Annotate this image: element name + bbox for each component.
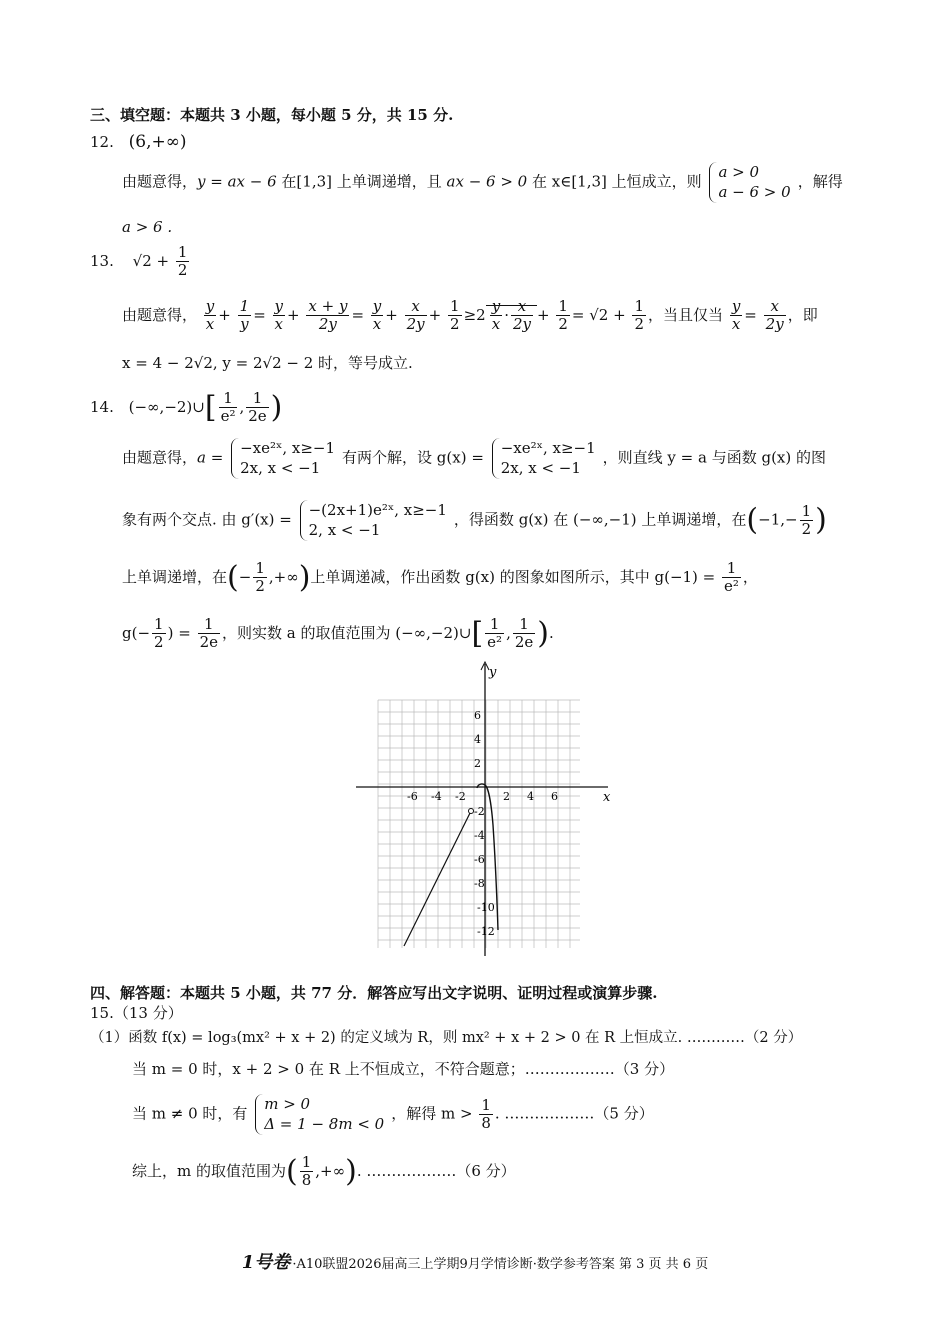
denominator: x (372, 315, 382, 334)
denominator: 2y (318, 315, 337, 334)
denominator: x (731, 315, 741, 334)
x-tick-label: 4 (527, 790, 534, 803)
denominator: 2y (512, 315, 531, 334)
denominator: 2y (765, 315, 784, 334)
denominator: x (491, 315, 501, 334)
fraction (253, 560, 267, 596)
numerator: 1 (485, 616, 504, 634)
q14-text: ，得函数 g(x) 在 (−∞,−1) 上单调递增，在 (453, 510, 747, 529)
numerator: x + y (308, 297, 348, 315)
q13-text: ，即 (787, 305, 818, 324)
denominator: 2 (154, 633, 164, 652)
numerator: y (491, 297, 501, 315)
numerator: 1 (198, 616, 220, 634)
q13-equality-condition: x = 4 − 2√2, y = 2√2 − 2 时，等号成立. (122, 354, 413, 372)
fraction (511, 298, 533, 334)
q14-line-1 (122, 438, 826, 479)
denominator: 8 (481, 1113, 491, 1132)
q15-text: . ………………（6 分） (356, 1161, 516, 1180)
numerator: y (274, 297, 284, 315)
section-4-heading: 四、解答题：本题共 5 小题，共 77 分．解答应写出文字说明、证明过程或演算步骤. (90, 984, 658, 1002)
fraction (632, 298, 646, 334)
operator: = (744, 305, 757, 324)
q14-line-4 (122, 616, 554, 652)
numerator: 1 (239, 297, 250, 315)
operator: · (504, 305, 509, 324)
fraction (198, 616, 220, 652)
numerator: x (511, 298, 533, 316)
q14-text: ，则直线 y = a 与函数 g(x) 的图 (602, 448, 827, 467)
q14-text: ,+∞ (268, 567, 299, 586)
q15-text: 当 m ≠ 0 时，有 (132, 1104, 248, 1123)
y-tick-label: -6 (474, 853, 485, 866)
case: Δ = 1 − 8m < 0 (264, 1115, 385, 1134)
sqrt-radical (486, 297, 537, 334)
bracket: [ (204, 389, 217, 425)
q14-derivative (300, 500, 451, 541)
denominator: e² (487, 633, 503, 652)
operator: + (537, 305, 550, 324)
q13-answer-fraction (176, 244, 190, 280)
bracket: ( (227, 559, 239, 595)
q12-cond-2: a − 6 > 0 (718, 183, 791, 202)
brand-logo: 1号卷 (241, 1252, 291, 1273)
fraction (764, 298, 786, 334)
case: m > 0 (264, 1095, 311, 1113)
y-tick-label: 6 (474, 709, 481, 722)
fraction (246, 390, 268, 426)
function-graph (350, 660, 620, 960)
operator: + (287, 305, 300, 324)
operator: , (506, 623, 511, 642)
q14-piecewise-a (231, 438, 339, 479)
bracket: ( (746, 502, 759, 538)
denominator: 2 (177, 261, 188, 280)
numerator: y (205, 297, 215, 315)
denominator: e² (724, 577, 739, 596)
fraction (405, 298, 427, 334)
bracket: ) (815, 502, 827, 538)
numerator: y (372, 297, 382, 315)
numerator: 1 (481, 1095, 491, 1114)
y-tick-label: -8 (474, 877, 485, 890)
case: −(2x+1)e²ˣ, x≥−1 (308, 501, 447, 519)
x-axis-label: x (603, 790, 611, 805)
numerator: 1 (450, 297, 460, 315)
q14-answer-interval: (−∞,−2)∪ (128, 397, 205, 416)
y-tick-label: -10 (477, 901, 495, 914)
bracket: ) (537, 615, 549, 651)
denominator: x (274, 315, 284, 334)
x-tick-label: 2 (503, 790, 510, 803)
q14-text: 上单调递增，在 (122, 567, 228, 586)
q14-formula: a = (197, 448, 224, 467)
q12-result: a > 6 . (122, 218, 173, 236)
numerator: 1 (219, 390, 238, 408)
bracket: ) (270, 389, 283, 425)
fraction (479, 1097, 493, 1133)
q12-answer: (6,+∞) (128, 132, 187, 152)
q15-part1-line2: 当 m = 0 时，x + 2 > 0 在 R 上不恒成立，不符合题意；………………（3 分） (132, 1060, 675, 1078)
q13-text: 由题意得， (122, 305, 198, 324)
fraction (152, 616, 166, 652)
case: 2x, x < −1 (240, 459, 321, 478)
operator: ≥2 (463, 305, 486, 324)
fraction (273, 298, 285, 334)
denominator: 2e (248, 407, 267, 426)
q14-text: 上单调递减，作出函数 g(x) 的图象如图所示，其中 g(−1) = (310, 567, 716, 586)
denominator: e² (220, 407, 236, 426)
graph-open-point (469, 809, 474, 814)
numerator: 1 (255, 559, 265, 577)
fraction (238, 298, 252, 334)
bracket: ( (286, 1153, 298, 1189)
numerator: 1 (634, 297, 645, 315)
q14-line-3: 上单调递增，在(− $\frac{1}{2}$ ,+∞)上单调递减，作出函数 g(x) 的图象如图所示，其中 g(−1) = $\frac{1}{\text{e²}}$ ， (122, 559, 758, 596)
denominator: 8 (301, 1171, 312, 1190)
denominator: 2e (199, 633, 218, 652)
q15-text: ,+∞ (315, 1161, 346, 1180)
denominator: 2 (255, 577, 265, 596)
denominator: x (205, 315, 215, 334)
q14-text: −1,− (758, 510, 798, 529)
q14-text: ) = (167, 623, 191, 642)
operator: = √2 + (571, 305, 626, 324)
q14-line-2 (122, 500, 827, 541)
q15-part1-line3 (132, 1094, 654, 1135)
operator: + (428, 305, 442, 324)
y-tick-label: -2 (474, 805, 485, 818)
numerator: x (405, 298, 427, 316)
q13-text: ，当且仅当 (648, 305, 724, 324)
fraction (306, 298, 349, 334)
q15-text: 综上，m 的取值范围为 (132, 1161, 286, 1180)
q12-sol-formula: y = ax − 6 (197, 172, 277, 191)
fraction (556, 298, 570, 334)
fraction (371, 298, 383, 334)
fraction (485, 616, 504, 652)
numerator: 1 (558, 297, 568, 315)
q12-sol-formula: ax − 6 > 0 (446, 172, 528, 191)
operator: = (351, 305, 365, 324)
q12-answer-line (90, 132, 187, 152)
q15-part1-line1: （1）函数 f(x) = log₃(mx² + x + 2) 的定义域为 R，则 mx² + x + 2 > 0 在 R 上恒成立. …………（2 分） (90, 1030, 803, 1046)
y-tick-label: 4 (474, 733, 481, 746)
q12-sol-text: 在[1,3] 上单调递增，且 (276, 172, 447, 191)
case: 2, x < −1 (308, 521, 381, 540)
bracket: ) (345, 1153, 357, 1189)
q12-number: 12. (90, 133, 114, 151)
page-footer (0, 1248, 950, 1274)
q14-text: 象有两个交点. 由 g′(x) = (122, 510, 292, 529)
fraction (448, 298, 462, 334)
fraction (219, 390, 238, 426)
y-tick-label: 2 (474, 757, 481, 770)
bracket: [ (471, 615, 484, 651)
operator: , (239, 397, 245, 416)
q15-part1-line4 (132, 1154, 516, 1190)
q15-header: 15.（13 分） (90, 1004, 183, 1022)
q13-number: 13. (90, 251, 114, 270)
numerator: 1 (177, 243, 188, 261)
q14-text: 有两个解，设 g(x) = (342, 448, 484, 467)
q14-text: − (238, 567, 252, 586)
denominator: 2e (514, 633, 534, 652)
denominator: 2 (558, 315, 568, 334)
footer-text: ·A10联盟2026届高三上学期9月学情诊断·数学参考答案 第 3 页 共 6 页 (292, 1257, 709, 1272)
q12-condition-system (709, 162, 794, 203)
operator: + (385, 305, 398, 324)
numerator: y (731, 297, 741, 315)
q14-text: . (548, 623, 554, 642)
denominator: 2 (801, 519, 812, 538)
y-axis-label: y (489, 665, 497, 680)
x-tick-label: 6 (551, 790, 558, 803)
q12-sol-text: 在 x∈[1,3] 上恒成立，则 (527, 172, 702, 191)
x-tick-label: -6 (407, 790, 418, 803)
numerator: 1 (801, 501, 812, 520)
numerator: 1 (154, 615, 164, 633)
fraction (490, 298, 502, 334)
q14-number: 14. (90, 397, 114, 416)
bracket: ) (298, 559, 311, 595)
fraction (730, 298, 742, 334)
denominator: 2y (406, 315, 425, 334)
case: −xe²ˣ, x≥−1 (500, 439, 596, 457)
numerator: 1 (301, 1153, 312, 1171)
numerator: 1 (246, 390, 268, 408)
q14-text: g(− (122, 623, 151, 642)
case: 2x, x < −1 (500, 459, 581, 478)
q13-solution (122, 298, 818, 334)
q15-text: . ………………（5 分） (494, 1104, 654, 1123)
denominator: 2 (634, 315, 645, 334)
numerator: x (764, 298, 786, 316)
q12-sol-text: 由题意得， (122, 172, 198, 191)
q15-condition-system (255, 1094, 388, 1135)
q14-answer-line (90, 390, 282, 426)
q13-answer-line (90, 244, 191, 280)
fraction (300, 1154, 314, 1190)
operator: + (218, 305, 231, 324)
q15-text: ，解得 m > (391, 1104, 473, 1123)
q14-text: ，则实数 a 的取值范围为 (−∞,−2)∪ (221, 623, 472, 642)
numerator: 1 (513, 616, 535, 634)
denominator: 2 (450, 315, 460, 334)
denominator: y (240, 315, 249, 334)
q12-solution (122, 162, 843, 203)
section-3-heading: 三、填空题：本题共 3 小题，每小题 5 分，共 15 分. (90, 106, 454, 124)
q12-cond-1: a > 0 (718, 163, 760, 181)
x-tick-label: -4 (431, 790, 442, 803)
case: −xe²ˣ, x≥−1 (240, 439, 336, 457)
fraction (204, 298, 216, 334)
q14-text: 由题意得， (122, 448, 198, 467)
q14-piecewise-g (492, 438, 600, 479)
q13-answer-sqrt: √2 + (132, 251, 170, 270)
fraction (800, 503, 814, 539)
x-tick-label: -2 (455, 790, 466, 803)
y-tick-label: -4 (474, 829, 485, 842)
fraction (513, 616, 535, 652)
y-tick-label: -12 (477, 925, 495, 938)
numerator: 1 (722, 560, 741, 578)
fraction (722, 560, 741, 596)
q12-sol-text: ，解得 (797, 172, 843, 191)
operator: = (253, 305, 266, 324)
